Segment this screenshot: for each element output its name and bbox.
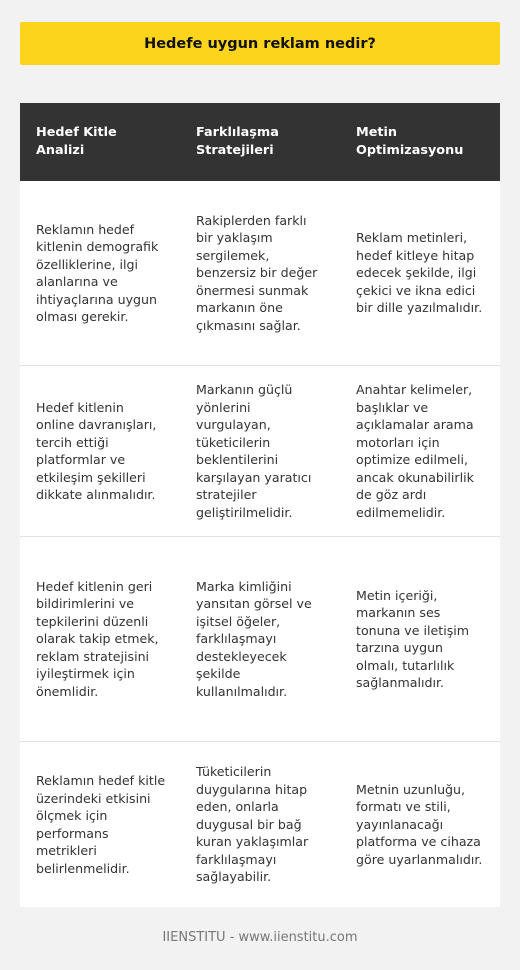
page-title: Hedefe uygun reklam nedir?: [20, 22, 500, 65]
table-cell: Metin içeriği, markanın ses tonuna ve iletişim tarzına uygun olmalı, tutarlılık sağlanmalıdır.: [356, 587, 470, 690]
header-cell: Metin Optimizasyonu: [356, 125, 464, 158]
table-cell: Anahtar kelimeler, başlıklar ve açıklamalar arama motorları için optimize edilmeli, ancak okunabilirlik de göz ardı edilmemelidir.: [356, 382, 474, 520]
footer-credit: IIENSTITU - www.iienstitu.com: [162, 930, 358, 945]
table-cell: Metnin uzunluğu, formatı ve stili, yayınlanacağı platforma ve cihaza göre uyarlanmalıdır.: [356, 781, 483, 867]
header-cell: Farklılaşma Stratejileri: [196, 125, 279, 158]
header-cell: Hedef Kitle Analizi: [36, 125, 117, 158]
table-cell: Reklamın hedef kitlenin demografik özelliklerine, ilgi alanlarına ve ihtiyaçlarına uygun olması gerekir.: [36, 221, 159, 324]
table-cell: Rakiplerden farklı bir yaklaşım sergilemek, benzersiz bir değer önermesi sunmak markanın öne çıkmasını sağlar.: [196, 212, 318, 333]
info-table: [20, 103, 500, 907]
table-row: [20, 366, 500, 537]
table-cell: Tüketicilerin duygularına hitap eden, onlarla duygusal bir bağ kuran yaklaşımlar farklılaşmayı sağlayabilir.: [196, 764, 309, 885]
table-cell: Hedef kitlenin online davranışları, tercih ettiği platformlar ve etkileşim şekilleri dikkate alınmalıdır.: [36, 399, 157, 502]
table-cell: Hedef kitlenin geri bildirimlerini ve tepkilerini düzenli olarak takip etmek, reklam stratejisini iyileştirmek için önemlidir.: [36, 578, 159, 699]
table-cell: Markanın güçlü yönlerini vurgulayan, tüketicilerin beklentilerini karşılayan yaratıcı stratejiler geliştirilmelidir.: [196, 382, 312, 520]
table-cell: Reklamın hedef kitle üzerindeki etkisini ölçmek için performans metrikleri belirlenmelidir.: [36, 773, 166, 876]
table-row: [20, 537, 500, 742]
table-row: [20, 181, 500, 366]
table-cell: Reklam metinleri, hedef kitleye hitap edecek şekilde, ilgi çekici ve ikna edici bir dille yazılmalıdır.: [356, 230, 483, 316]
table-cell: Marka kimliğini yansıtan görsel ve işitsel öğeler, farklılaşmayı destekleyecek şekilde kullanılmalıdır.: [196, 578, 312, 699]
table-header-row: [20, 103, 500, 181]
table-row: [20, 742, 500, 907]
